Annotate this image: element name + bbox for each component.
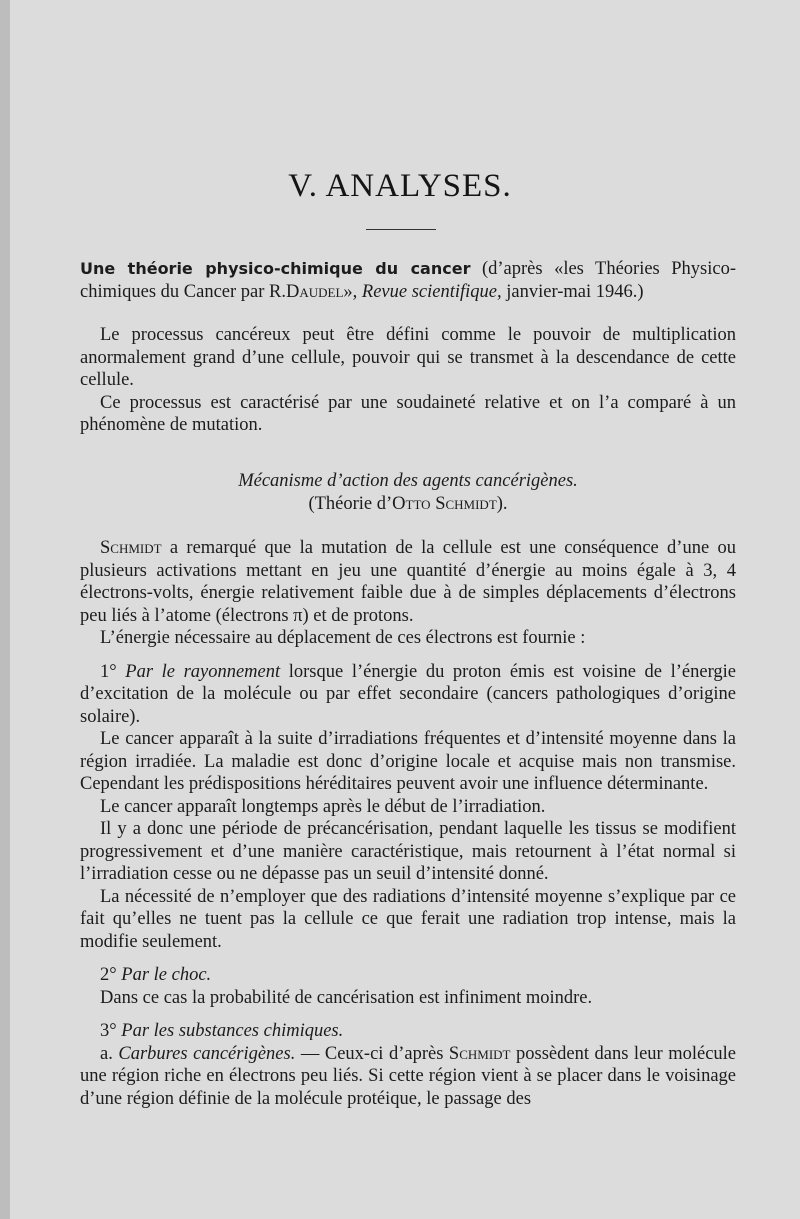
source-title: Revue scientifique, xyxy=(361,281,502,302)
article-citation: Une théorie physico-chimique du cancer (d’après «les Théories Physico-chimiques du Cancer par R.Daudel», Revue scientifique, janvier-mai 1946.) xyxy=(80,259,736,302)
body-text xyxy=(80,537,736,1110)
paragraph: Le processus cancéreux peut être défini comme le pouvoir de multiplication anormalement grand d’une cellule, pouvoir qui se transmet à la descendance de cette cellule. xyxy=(80,325,736,390)
article-header xyxy=(80,258,736,303)
list-item: 2° Par le choc. xyxy=(100,965,212,985)
paragraph: Dans ce cas la probabilité de cancérisation est infiniment moindre. xyxy=(100,987,593,1008)
paragraph: Le cancer apparaît à la suite d’irradiations fréquentes et d’intensité moyenne dans la région irradiée. La maladie est donc d’origine locale et acquise mais non transmise. Cependant les prédispositions héréditaires peuvent avoir une influence déterminante. xyxy=(80,729,736,794)
list-item: 3° Par les substances chimiques. xyxy=(100,1021,344,1041)
paragraph: L’énergie nécessaire au déplacement de ces électrons est fournie : xyxy=(100,628,586,648)
list-item: 1° Par le rayonnement lorsque l’énergie du proton émis est voisine de l’énergie d’excitation de la molécule ou par effet secondaire (cancers pathologiques d’origine solaire). xyxy=(80,661,737,727)
main-text xyxy=(80,324,736,437)
paragraph: Schmidt a remarqué que la mutation de la cellule est une conséquence d’une ou plusieurs activations mettant en jeu une quantité d’énergie au moins égale à 3, 4 électrons-volts, énergie relativement faible due à de simples déplacements d’électrons peu liés à l’atome (électrons π) et de protons. xyxy=(80,538,736,626)
title-rule xyxy=(366,229,436,230)
section-subtitle: (Théorie d’Otto Schmidt). xyxy=(308,493,508,514)
article-heading: Une théorie physico-chimique du cancer xyxy=(80,259,471,278)
section-heading xyxy=(80,470,736,515)
chapter-title: V. ANALYSES. xyxy=(288,168,512,204)
paragraph: La nécessité de n’employer que des radiations d’intensité moyenne s’explique par ce fait qu’elles ne tuent pas la cellule ce que ferait une radiation trop intense, mais la modifie seulement. xyxy=(80,886,736,952)
list-item: a. Carbures cancérigènes. — Ceux-ci d’après Schmidt possèdent dans leur molécule une région riche en électrons peu liés. Si cette région vient à se placer dans le voisinage d’une région définie de la molécule protéique, le passage des xyxy=(80,1043,737,1109)
author-name: R.Daudel xyxy=(269,281,344,302)
section-title: Mécanisme d’action des agents cancérigènes. xyxy=(238,471,578,491)
paragraph: Il y a donc une période de précancérisation, pendant laquelle les tissus se modifient progressivement et d’une manière caractéristique, mais retournent à l’état normal si l’irradiation cesse ou ne dépasse pas un seuil d’intensité donné. xyxy=(80,819,736,884)
paragraph: Le cancer apparaît longtemps après le début de l’irradiation. xyxy=(100,796,546,817)
source-date: janvier-mai 1946.) xyxy=(501,281,644,302)
paragraph: Ce processus est caractérisé par une soudaineté relative et on l’a comparé à un phénomène de mutation. xyxy=(80,392,736,435)
